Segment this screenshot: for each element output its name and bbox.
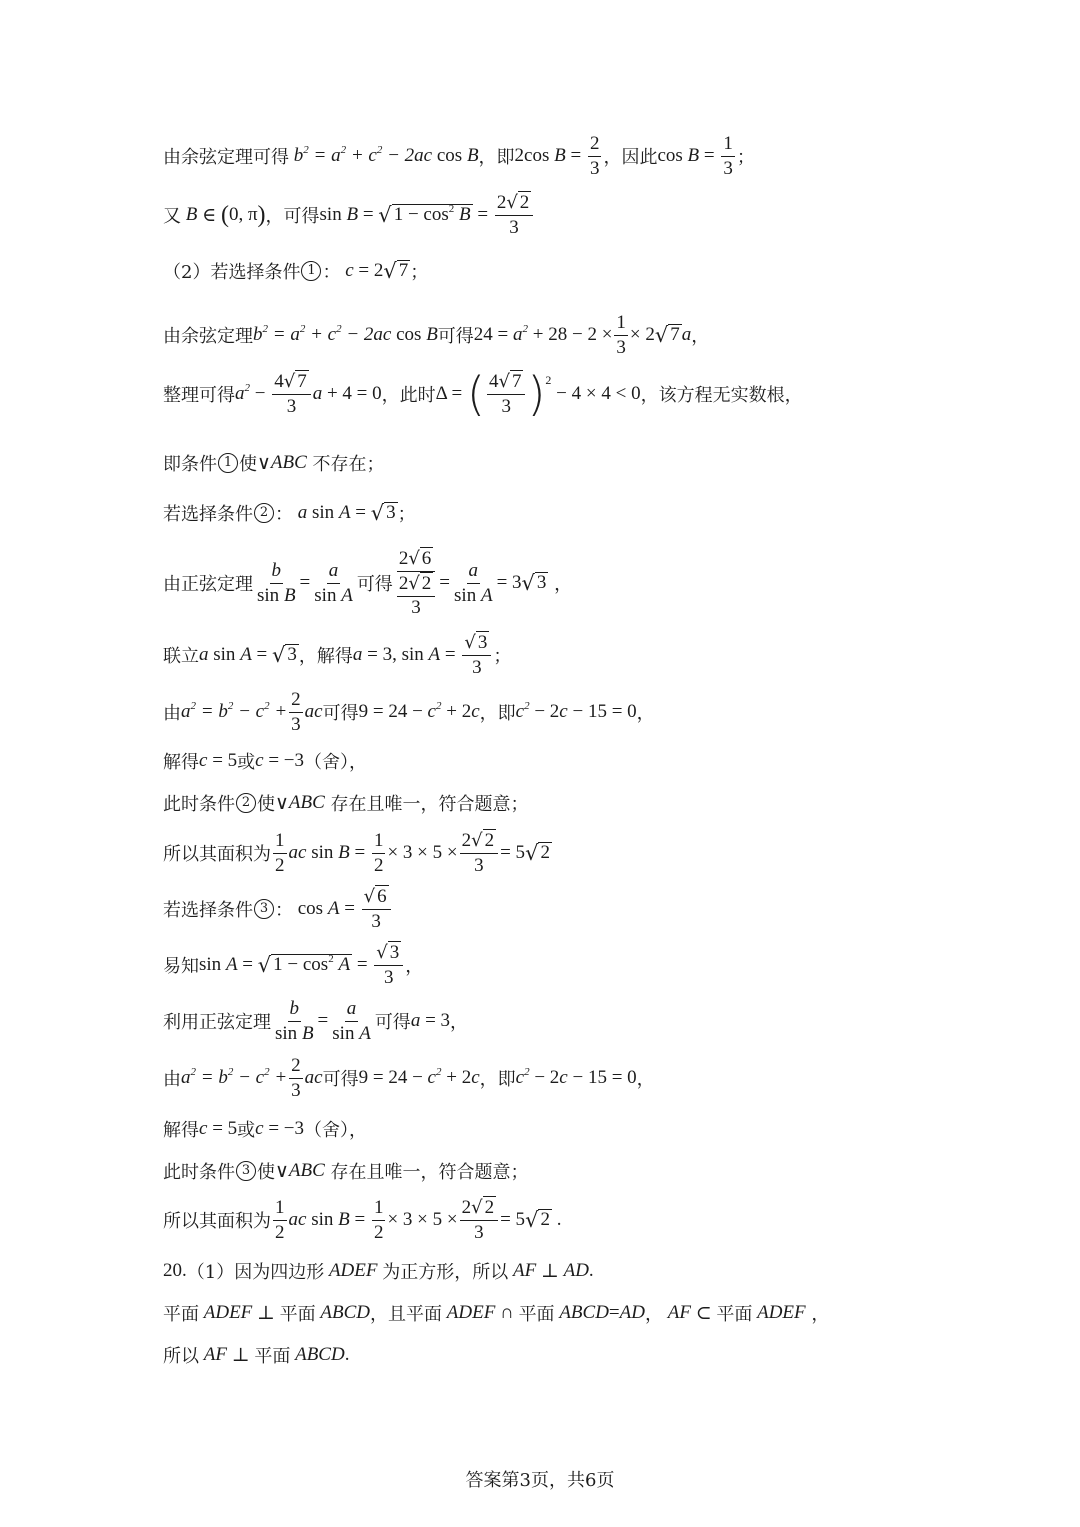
solution-line-13: 所以其面积为 $\frac{1}{2}$ ac sin B = $\frac{1}{2}$ × 3 × 5 × $\frac{2√ 2}{3}$ = 5 √ 2 [163,830,550,876]
solution-line-23: 所以 AF ⊥ 平面 ABCD . [163,1344,350,1367]
solution-line-18: 解得 c = 5 或 c = −3 （舍）， [163,1118,368,1141]
solution-line-12: 此时条件 2 使 ∨ ABC 存在且唯一，符合题意； [163,792,529,815]
solution-line-16: 利用正弦定理 $\frac{b}{\text{sin B}}$ = $\frac{a}{\text{sin A}}$ 可得 a = 3 ， [163,998,469,1044]
solution-line-2: 又 B ∈ ( 0, π ) ，可得 sin B = √ $1 - \cos^2 B$ = $\frac{2√ 2}{3}$ [163,192,535,239]
page-footer: 答案第3页，共6页 [465,1470,615,1491]
solution-line-11: 解得 c = 5 或 c = −3 （舍）， [163,750,368,773]
solution-line-19: 此时条件 3 使 ∨ ABC 存在且唯一，符合题意； [163,1160,529,1183]
solution-line-17: 由 $a^2 = b^2 - c^2$ + $\frac{2}{3}$ ac 可得 9 = 24 − $c^2$ + 2 c ，即 $c^2$ − 2 c − 15 = 0 ， [163,1055,655,1101]
solution-line-9: 联立 a sin A = √ 3 ，解得 a = 3, sin A = $\frac{√ 3}{3}$ ； [163,632,512,678]
solution-line-21: 20. （1）因为四边形 ADEF 为正方形，所以 AF ⊥ AD . [163,1260,594,1283]
solution-line-8: 由正弦定理 $\frac{b}{\text{sin B}}$ = $\frac{a}{\text{sin A}}$ 可得 2√ 6 2√ 2 3 = $\frac{a}{\text{sin A}}$ = 3 √ 3 ， [163,548,573,618]
solution-line-22: 平面 ADEF ⊥ 平面 ABCD ，且平面 ADEF ∩ 平面 ABCD = AD ， AF ⊂ 平面 ADEF ， [163,1302,830,1325]
solution-line-5: 整理可得 $a^2$ − $\frac{4√ 7}{3}$ a + 4 = 0 ，此时 Δ = ( $\frac{4√ 7}{3}$ ) 2 − 4 × 4 < 0 ，该方程无实数根， [163,367,803,422]
solution-line-15: 易知 sin A = √ $1 - \cos^2 A$ = $\frac{√ 3}{3}$ ， [163,942,424,988]
solution-line-7: 若选择条件 2 ： a sin A = √ 3 ； [163,501,416,525]
solution-line-14: 若选择条件 3 ： cos A = $\frac{√ 6}{3}$ [163,886,393,933]
solution-line-6: 即条件 1 使 ∨ ABC 不存在； [163,452,385,475]
solution-line-10: 由 $a^2 = b^2 - c^2$ + $\frac{2}{3}$ ac 可得 9 = 24 − $c^2$ + 2 c ，即 $c^2$ − 2 c − 15 = 0 ， [163,689,655,735]
solution-line-4: 由余弦定理 $b^2 = a^2 + c^2 - 2ac$ cos B 可得 24 = $a^2$ + 28 − 2 × $\frac{1}{3}$ × 2 √ 7 a ， [163,312,710,358]
solution-line-20: 所以其面积为 $\frac{1}{2}$ ac sin B = $\frac{1}{2}$ × 3 × 5 × $\frac{2√ 2}{3}$ = 5 √ 2 . [163,1197,562,1243]
solution-line-3: （2）若选择条件 1 ： c = 2 √ 7 ； [163,259,429,283]
solution-line-1: 由余弦定理可得 $b^2 = a^2 + c^2 - 2ac$ cos B ，即 2cos B = $\frac{2}{3}$ ，因此 cos B = $\frac{1}{3}$ ； [163,133,755,179]
